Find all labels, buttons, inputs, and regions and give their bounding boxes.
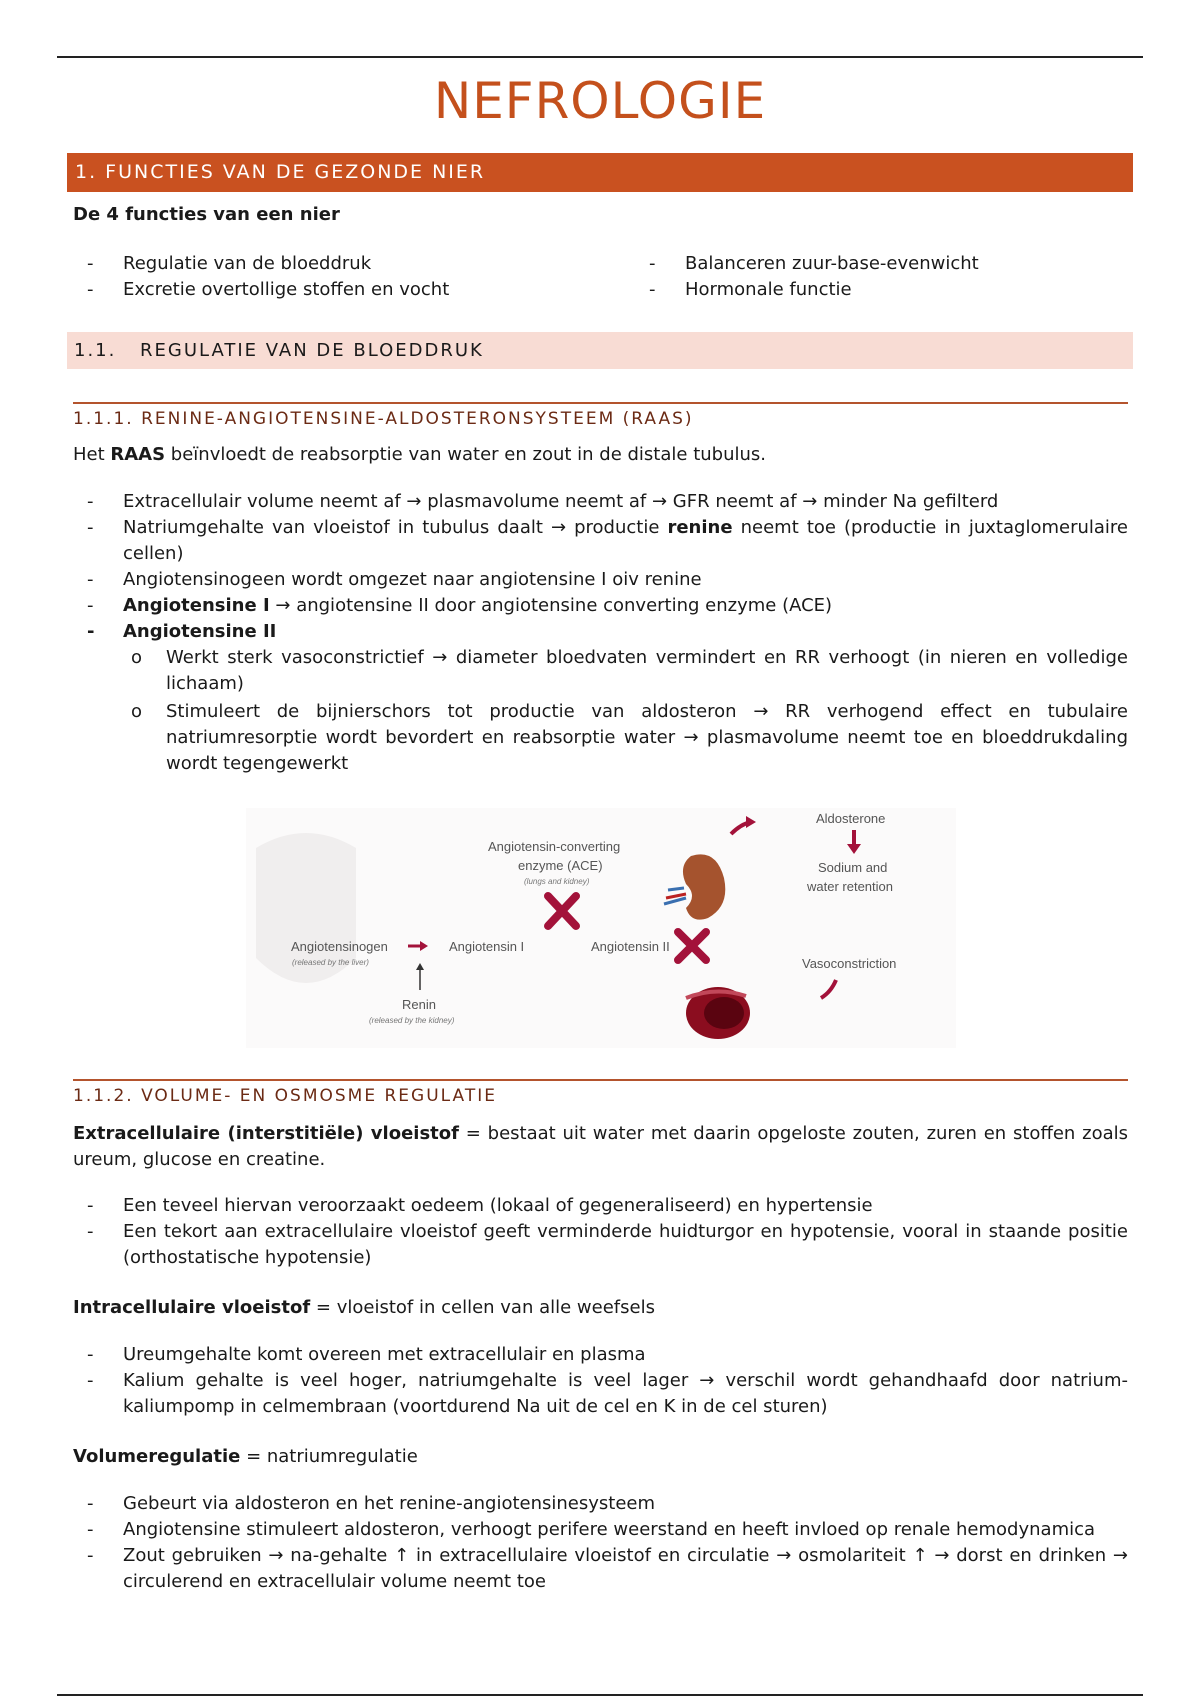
extracellular-definition: Extracellulaire (interstitiële) vloeistof = bestaat uit water met daarin opgeloste zouten, zuren en stoffen zoals ureum, glucose en creatine. (73, 1123, 1128, 1170)
ace-label-line2: enzyme (ACE) (518, 858, 603, 873)
blood-vessel-icon (686, 987, 750, 1039)
list-item: - Angiotensine II o Werkt sterk vasoconstrictief → diameter bloedvaten vermindert en RR verhoogt (in nieren en volledige lichaam) o Stimuleert de bijnierschors tot productie van aldosteron → RR verhogend effect en tubulaire natriumresorptie wordt bevordert en reabsorptie water → plasmavolume neemt toe en bloeddrukdaling wordt tegengewerkt (73, 619, 1128, 777)
list-item: - Excretie overtollige stoffen en vocht (87, 279, 450, 300)
sodium-label-line1: Sodium and (818, 860, 888, 875)
top-rule (57, 56, 1143, 58)
functions-right-column (635, 251, 979, 303)
extracellular-list (73, 1193, 1128, 1271)
list-item: - Regulatie van de bloeddruk (87, 253, 372, 274)
raas-diagram (246, 808, 956, 1048)
functions-intro: De 4 functies van een nier (73, 204, 340, 225)
list-item: - Ureumgehalte komt overeen met extracellulair en plasma (87, 1344, 646, 1365)
bottom-rule (57, 1694, 1143, 1696)
volume-regulation-definition: Volumeregulatie = natriumregulatie (73, 1446, 418, 1467)
section-1-1-2-heading: 1.1.2. VOLUME- EN OSMOSME REGULATIE (73, 1079, 1128, 1106)
list-item: - Hormonale functie (649, 279, 852, 300)
raas-list (73, 489, 1128, 777)
list-item: - Kalium gehalte is veel hoger, natriumgehalte is veel lager → verschil wordt gehandhaafd door natrium-kaliumpomp in celmembraan (voortdurend Na uit de cel en K in de cel sturen) (87, 1370, 1128, 1417)
list-item: - Een tekort aan extracellulaire vloeistof geeft verminderde huidturgor en hypotensie, vooral in staande positie (orthostatische hypotensie) (87, 1221, 1128, 1268)
renin-note: (released by the kidney) (369, 1016, 455, 1025)
volume-regulation-list (73, 1491, 1128, 1595)
list-item: - Angiotensinogeen wordt omgezet naar angiotensine I oiv renine (87, 569, 702, 590)
list-item: - Balanceren zuur-base-evenwicht (649, 253, 979, 274)
angiotensinogen-label: Angiotensinogen (291, 939, 388, 954)
list-item: - Een teveel hiervan veroorzaakt oedeem (lokaal of gegeneraliseerd) en hypertensie (87, 1195, 873, 1216)
section-1-1-heading: 1.1. REGULATIE VAN DE BLOEDDRUK (67, 332, 1133, 369)
functions-left-column (73, 251, 449, 303)
page-title: NEFROLOGIE (433, 72, 767, 130)
sodium-label-line2: water retention (807, 879, 893, 894)
raas-intro: Het RAAS beïnvloedt de reabsorptie van water en zout in de distale tubulus. (73, 444, 767, 465)
list-item: - Extracellulair volume neemt af → plasmavolume neemt af → GFR neemt af → minder Na gefilterd (87, 491, 999, 512)
angiotensin-ii-label: Angiotensin II (591, 939, 670, 954)
list-item: - Zout gebruiken → na-gehalte ↑ in extracellulaire vloeistof en circulatie → osmolariteit ↑ → dorst en drinken → circulerend en extracellulair volume neemt toe (87, 1545, 1128, 1592)
aldosterone-label: Aldosterone (816, 811, 886, 826)
sub-list-item: o Werkt sterk vasoconstrictief → diameter bloedvaten vermindert en RR verhoogt (in nieren en volledige lichaam) (131, 647, 1128, 694)
list-item: - Angiotensine I → angiotensine II door angiotensine converting enzyme (ACE) (87, 595, 833, 616)
ace-label-line1: Angiotensin-converting (488, 839, 621, 854)
angiotensin-i-label: Angiotensin I (449, 939, 525, 954)
angiotensinogen-note: (released by the liver) (292, 958, 369, 967)
list-item: - Natriumgehalte van vloeistof in tubulus daalt → productie renine neemt toe (productie in juxtaglomerulaire cellen) (87, 517, 1128, 564)
section-1-heading: 1. FUNCTIES VAN DE GEZONDE NIER (67, 153, 1133, 192)
ace-note: (lungs and kidney) (524, 877, 590, 886)
list-item: - Angiotensine stimuleert aldosteron, verhoogt perifere weerstand en heeft invloed op renale hemodynamica (87, 1519, 1096, 1540)
vasoconstriction-label: Vasoconstriction (802, 956, 897, 971)
list-item: - Gebeurt via aldosteron en het renine-angiotensinesysteem (87, 1493, 656, 1514)
angiotensin-ii-sublist (123, 645, 1128, 777)
intracellular-list (73, 1342, 1128, 1420)
renin-label: Renin (402, 997, 436, 1012)
section-1-1-1-heading: 1.1.1. RENINE-ANGIOTENSINE-ALDOSTERONSYSTEEM (RAAS) (73, 402, 1128, 429)
sub-list-item: o Stimuleert de bijnierschors tot productie van aldosteron → RR verhogend effect en tubulaire natriumresorptie wordt bevordert en reabsorptie water → plasmavolume neemt toe en bloeddrukdaling wordt tegengewerkt (131, 701, 1128, 774)
intracellular-definition: Intracellulaire vloeistof = vloeistof in cellen van alle weefsels (73, 1297, 655, 1318)
